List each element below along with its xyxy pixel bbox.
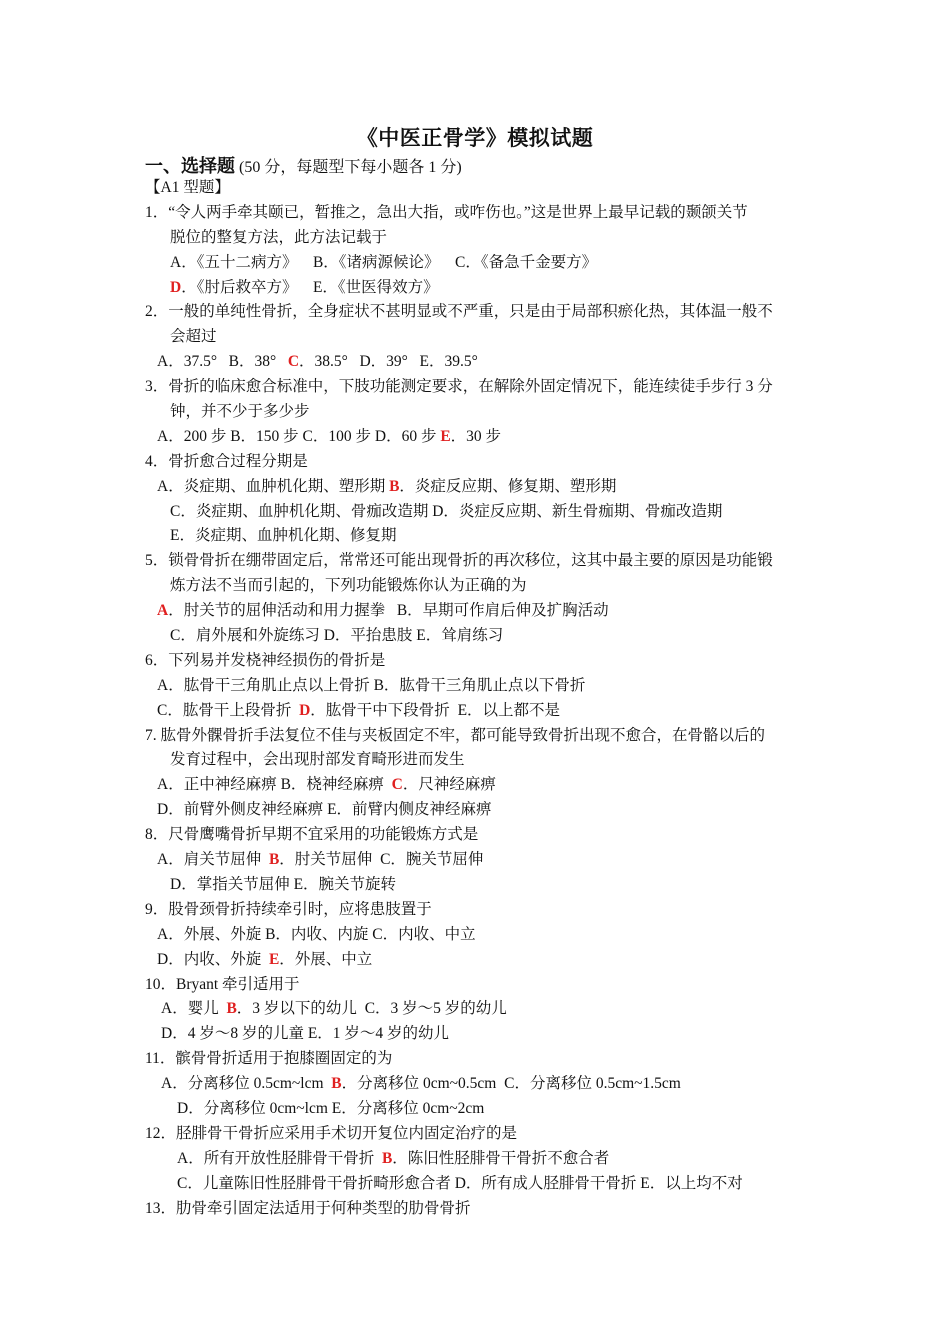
question-stem: 11．髌骨骨折适用于抱膝圈固定的为 <box>145 1050 393 1068</box>
question-stem-cont: 会超过 <box>170 328 217 346</box>
option: ．陈旧性胫腓骨干骨折不愈合者 <box>392 1149 610 1167</box>
section-title: 一、选择题 <box>145 156 235 176</box>
option-row <box>145 699 815 724</box>
option: ．分离移位 0cm~0.5cm <box>341 1075 497 1093</box>
option-row <box>145 251 815 276</box>
option-row: D．4 岁～8 岁的儿童 E．1 岁～4 岁的幼儿 <box>161 1025 450 1043</box>
option-row: D．分离移位 0cm~lcm E．分离移位 0cm~2cm <box>177 1099 485 1117</box>
option-row <box>145 997 815 1022</box>
question-stem-cont: 炼方法不当而引起的，下列功能锻炼你认为正确的为 <box>170 577 527 595</box>
option-row <box>145 848 815 873</box>
option-row: C．炎症期、血肿机化期、骨痂改造期 D．炎症反应期、新生骨痂期、骨痂改造期 <box>170 502 723 520</box>
option: ．3 岁以下的幼儿 <box>236 1000 357 1018</box>
answer-letter: C <box>287 353 300 371</box>
option: B．《诸病源候论》 <box>312 253 440 271</box>
option: A．肩关节屈伸 <box>157 851 262 869</box>
option: A．婴儿 <box>161 1000 219 1018</box>
option: C．肱骨干上段骨折 <box>157 701 292 719</box>
option: D．39° <box>359 353 408 371</box>
option: A．正中神经麻痹 B．桡神经麻痹 <box>157 776 384 794</box>
option: C．分离移位 0.5cm~1.5cm <box>504 1075 681 1093</box>
option: A．37.5° <box>157 353 218 371</box>
question-stem: 7. 肱骨外髁骨折手法复位不佳与夹板固定不牢，都可能导致骨折出现不愈合，在骨骼以后的 <box>145 726 766 744</box>
option: C．3 岁～5 岁的幼儿 <box>364 1000 507 1018</box>
option: B．早期可作肩后伸及扩胸活动 <box>396 602 609 620</box>
option: ．30 步 <box>450 427 502 445</box>
option: C．《备急千金要方》 <box>455 253 598 271</box>
question-stem: 2．一般的单纯性骨折，全身症状不甚明显或不严重，只是由于局部积瘀化热，其体温一般不 <box>145 303 773 321</box>
option: A．所有开放性胫腓骨干骨折 <box>177 1149 375 1167</box>
option: ．尺神经麻痹 <box>402 776 496 794</box>
question-stem: 6．下列易并发桡神经损伤的骨折是 <box>145 651 386 669</box>
option-row: D．前臂外侧皮神经麻痹 E．前臂内侧皮神经麻痹 <box>157 801 492 819</box>
option-row: A．肱骨干三角肌止点以上骨折 B．肱骨干三角肌止点以下骨折 <box>157 676 586 694</box>
section-note: (50 分，每题型下每小题各 1 分) <box>239 159 462 176</box>
page-title: 《中医正骨学》模拟试题 <box>356 126 594 150</box>
question-stem: 8．尺骨鹰嘴骨折早期不宜采用的功能锻炼方式是 <box>145 826 479 844</box>
answer-letter: C <box>391 776 403 794</box>
question-stem: 4．骨折愈合过程分期是 <box>145 452 308 470</box>
option-row <box>145 350 815 375</box>
option: A．分离移位 0.5cm~lcm <box>161 1075 324 1093</box>
answer-letter: B <box>268 851 280 869</box>
option: E．39.5° <box>419 353 478 371</box>
question-stem: 5．锁骨骨折在绷带固定后，常常还可能出现骨折的再次移位，这其中最主要的原因是功能锻 <box>145 552 773 570</box>
question-stem-cont: 钟，并不少于多少步 <box>170 403 310 421</box>
answer-letter: D <box>299 701 311 719</box>
option: E．《世医得效方》 <box>312 278 439 296</box>
answer-letter: D <box>170 278 182 296</box>
option: B．38° <box>228 353 277 371</box>
question-type-label: 【A1 型题】 <box>145 179 230 196</box>
question-stem-cont: 脱位的整复方法，此方法记载于 <box>170 228 388 246</box>
answer-letter: B <box>381 1149 393 1167</box>
answer-letter: B <box>389 477 400 495</box>
question-stem: 12．胫腓骨干骨折应采用手术切开复位内固定治疗的是 <box>145 1124 518 1142</box>
question-stem-cont: 发育过程中，会出现肘部发育畸形进而发生 <box>170 751 465 769</box>
option-row <box>145 1147 815 1172</box>
option: C．腕关节屈伸 <box>380 851 484 869</box>
answer-letter: E <box>268 950 280 968</box>
option-row: C．肩外展和外旋练习 D．平抬患肢 E．耸肩练习 <box>170 627 504 645</box>
option-row: A．外展、外旋 B．内收、内旋 C．内收、中立 <box>157 925 476 943</box>
option-row <box>145 276 815 301</box>
section-heading <box>145 152 462 178</box>
option-row: D．掌指关节屈伸 E．腕关节旋转 <box>170 875 397 893</box>
option-row <box>145 425 815 450</box>
option: A．炎症期、血肿机化期、塑形期 <box>157 477 386 495</box>
option-row <box>145 475 815 500</box>
option: ．38.5° <box>299 353 348 371</box>
option-row <box>145 599 815 624</box>
question-stem: 13．肋骨牵引固定法适用于何种类型的肋骨骨折 <box>145 1199 471 1217</box>
answer-letter: B <box>226 1000 237 1018</box>
option: ．肱骨干中下段骨折 <box>310 701 450 719</box>
option: A．200 步 B．150 步 C．100 步 D．60 步 <box>157 427 437 445</box>
option: ．外展、中立 <box>279 950 373 968</box>
option: E．以上都不是 <box>457 701 561 719</box>
option: ．肘关节屈伸 <box>279 851 373 869</box>
option: ．肘关节的屈伸活动和用力握拳 <box>168 602 386 620</box>
question-list <box>145 176 815 1221</box>
option: ．炎症反应期、修复期、塑形期 <box>399 477 617 495</box>
option-row: E．炎症期、血肿机化期、修复期 <box>170 527 397 545</box>
question-stem: 3．骨折的临床愈合标准中，下肢功能测定要求，在解除外固定情况下，能连续徒手步行 3 分 <box>145 378 773 396</box>
option: D．内收、外旋 <box>157 950 262 968</box>
answer-letter: A <box>157 602 169 620</box>
question-stem: 10．Bryant 牵引适用于 <box>145 975 300 993</box>
option-row: C．儿童陈旧性胫腓骨干骨折畸形愈合者 D．所有成人胫腓骨干骨折 E．以上均不对 <box>177 1174 743 1192</box>
option-row <box>145 773 815 798</box>
option-row <box>145 1072 815 1097</box>
option-row <box>145 948 815 973</box>
answer-letter: E <box>440 427 451 445</box>
question-stem: 9．股骨颈骨折持续牵引时，应将患肢置于 <box>145 900 432 918</box>
option: ．《肘后救卒方》 <box>181 278 298 296</box>
option: A．《五十二病方》 <box>170 253 298 271</box>
answer-letter: B <box>331 1075 342 1093</box>
question-stem: 1．“令人两手牵其颐已，暂推之，急出大指，或咋伤也。”这是世界上最早记载的颞颌关节 <box>145 203 748 221</box>
